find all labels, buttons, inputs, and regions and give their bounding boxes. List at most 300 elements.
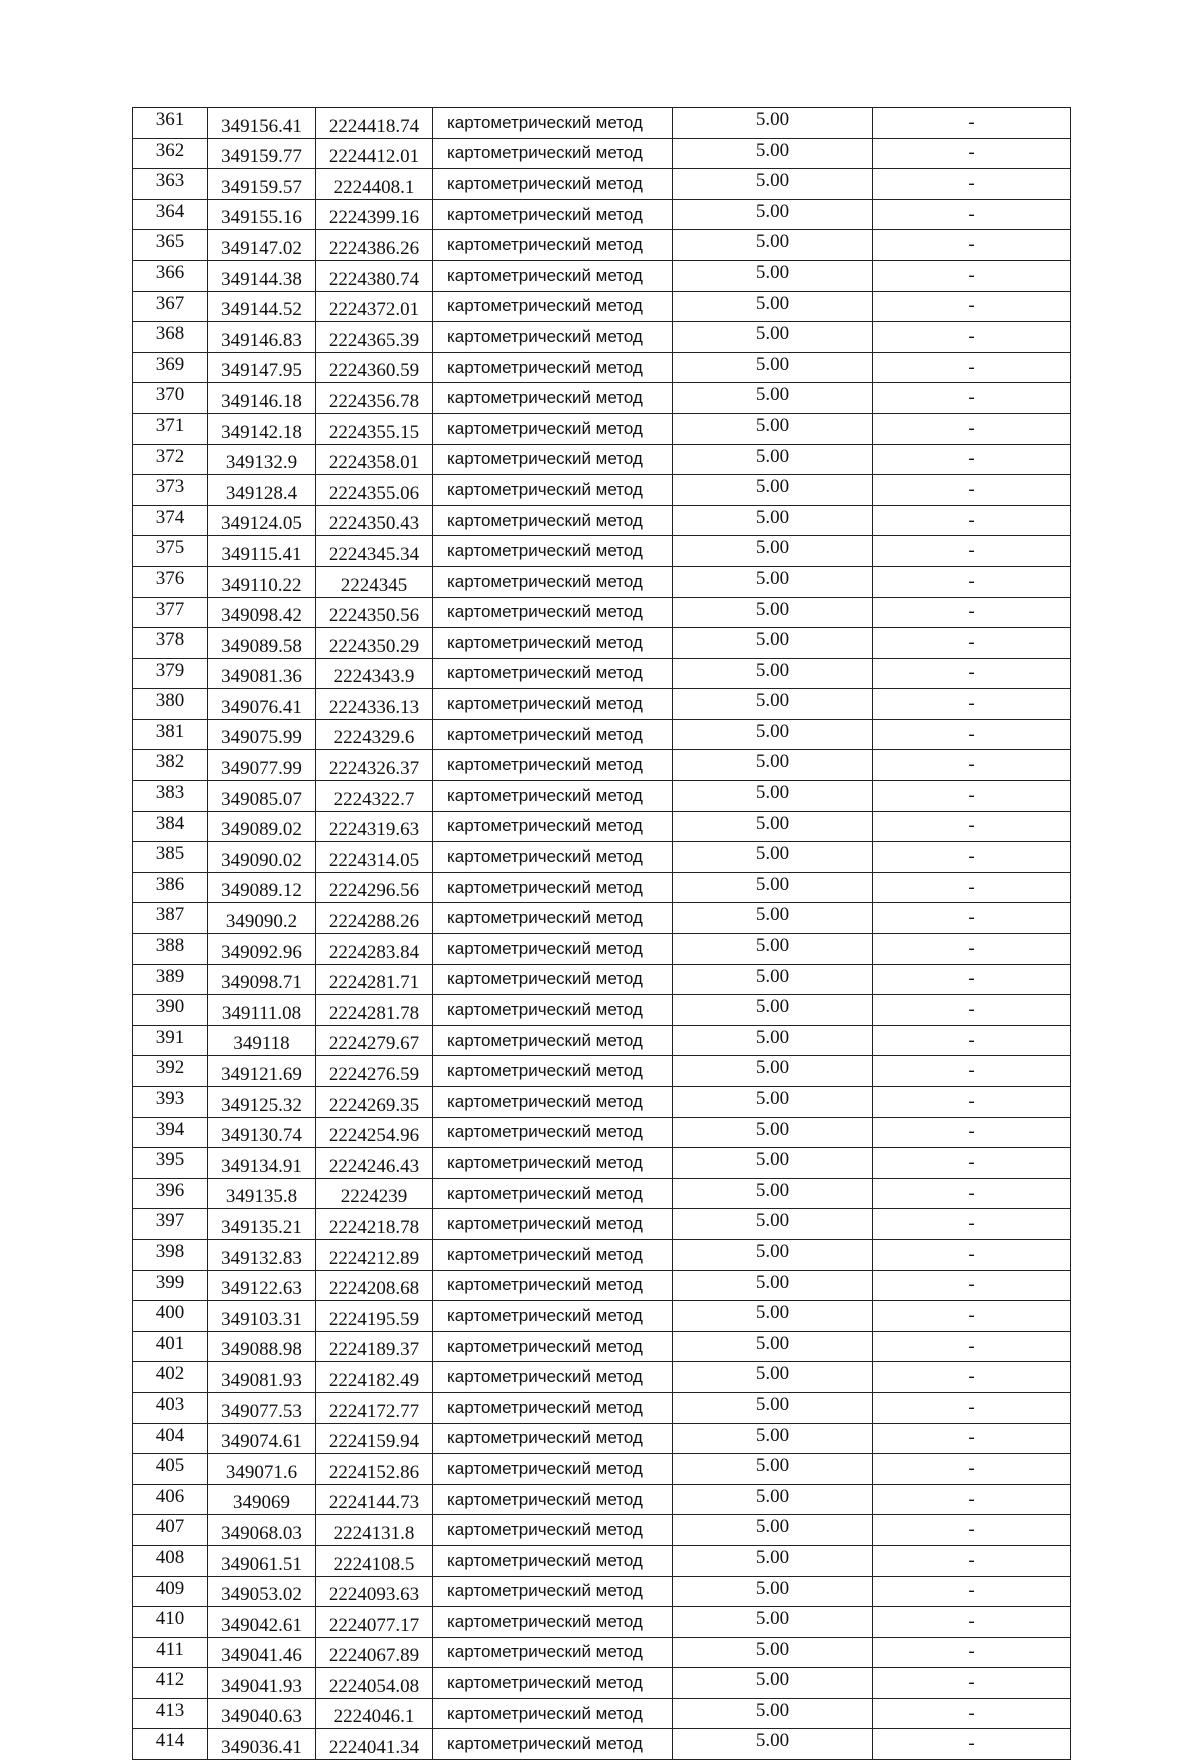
method-cell: картометрический метод: [433, 1637, 673, 1668]
y-coordinate-cell: 2224380.74: [316, 260, 433, 291]
y-coordinate-cell: 2224356.78: [316, 383, 433, 414]
precision-cell: 5.00: [673, 138, 873, 169]
note-cell: -: [873, 230, 1071, 261]
method-cell: картометрический метод: [433, 1698, 673, 1729]
point-number-cell: 408: [133, 1545, 208, 1576]
x-coordinate-cell: 349128.4: [208, 475, 316, 506]
precision-cell: 5.00: [673, 230, 873, 261]
x-coordinate-cell: 349159.77: [208, 138, 316, 169]
point-number-cell: 414: [133, 1729, 208, 1760]
y-coordinate-cell: 2224322.7: [316, 781, 433, 812]
y-coordinate-cell: 2224281.71: [316, 964, 433, 995]
method-cell: картометрический метод: [433, 872, 673, 903]
x-coordinate-cell: 349053.02: [208, 1576, 316, 1607]
coordinates-table-body: [133, 108, 1071, 1760]
note-cell: -: [873, 1454, 1071, 1485]
x-coordinate-cell: 349155.16: [208, 199, 316, 230]
point-number-cell: 383: [133, 781, 208, 812]
point-number-cell: 381: [133, 719, 208, 750]
note-cell: -: [873, 108, 1071, 139]
method-cell: картометрический метод: [433, 719, 673, 750]
method-cell: картометрический метод: [433, 1484, 673, 1515]
method-cell: картометрический метод: [433, 475, 673, 506]
note-cell: -: [873, 872, 1071, 903]
table-row: [133, 1331, 1071, 1362]
precision-cell: 5.00: [673, 291, 873, 322]
method-cell: картометрический метод: [433, 536, 673, 567]
point-number-cell: 361: [133, 108, 208, 139]
y-coordinate-cell: 2224281.78: [316, 995, 433, 1026]
x-coordinate-cell: 349146.83: [208, 322, 316, 353]
precision-cell: 5.00: [673, 1331, 873, 1362]
precision-cell: 5.00: [673, 1117, 873, 1148]
note-cell: -: [873, 1239, 1071, 1270]
point-number-cell: 413: [133, 1698, 208, 1729]
y-coordinate-cell: 2224108.5: [316, 1545, 433, 1576]
x-coordinate-cell: 349088.98: [208, 1331, 316, 1362]
precision-cell: 5.00: [673, 1301, 873, 1332]
y-coordinate-cell: 2224054.08: [316, 1668, 433, 1699]
precision-cell: 5.00: [673, 1056, 873, 1087]
x-coordinate-cell: 349089.02: [208, 811, 316, 842]
x-coordinate-cell: 349089.12: [208, 872, 316, 903]
note-cell: -: [873, 1117, 1071, 1148]
method-cell: картометрический метод: [433, 260, 673, 291]
method-cell: картометрический метод: [433, 689, 673, 720]
point-number-cell: 369: [133, 352, 208, 383]
point-number-cell: 396: [133, 1178, 208, 1209]
y-coordinate-cell: 2224336.13: [316, 689, 433, 720]
x-coordinate-cell: 349122.63: [208, 1270, 316, 1301]
method-cell: картометрический метод: [433, 1270, 673, 1301]
table-row: [133, 964, 1071, 995]
table-row: [133, 1607, 1071, 1638]
x-coordinate-cell: 349089.58: [208, 628, 316, 659]
y-coordinate-cell: 2224418.74: [316, 108, 433, 139]
table-row: [133, 1301, 1071, 1332]
y-coordinate-cell: 2224283.84: [316, 934, 433, 965]
note-cell: -: [873, 658, 1071, 689]
method-cell: картометрический метод: [433, 291, 673, 322]
point-number-cell: 387: [133, 903, 208, 934]
table-row: [133, 689, 1071, 720]
x-coordinate-cell: 349144.52: [208, 291, 316, 322]
point-number-cell: 412: [133, 1668, 208, 1699]
precision-cell: 5.00: [673, 1454, 873, 1485]
x-coordinate-cell: 349077.53: [208, 1392, 316, 1423]
note-cell: -: [873, 811, 1071, 842]
y-coordinate-cell: 2224408.1: [316, 169, 433, 200]
point-number-cell: 399: [133, 1270, 208, 1301]
x-coordinate-cell: 349134.91: [208, 1148, 316, 1179]
y-coordinate-cell: 2224350.56: [316, 597, 433, 628]
method-cell: картометрический метод: [433, 1331, 673, 1362]
note-cell: -: [873, 1178, 1071, 1209]
y-coordinate-cell: 2224269.35: [316, 1087, 433, 1118]
x-coordinate-cell: 349061.51: [208, 1545, 316, 1576]
method-cell: картометрический метод: [433, 108, 673, 139]
note-cell: -: [873, 1209, 1071, 1240]
method-cell: картометрический метод: [433, 1607, 673, 1638]
point-number-cell: 374: [133, 505, 208, 536]
table-row: [133, 291, 1071, 322]
method-cell: картометрический метод: [433, 1209, 673, 1240]
note-cell: -: [873, 1362, 1071, 1393]
method-cell: картометрический метод: [433, 322, 673, 353]
point-number-cell: 402: [133, 1362, 208, 1393]
precision-cell: 5.00: [673, 108, 873, 139]
precision-cell: 5.00: [673, 475, 873, 506]
y-coordinate-cell: 2224399.16: [316, 199, 433, 230]
method-cell: картометрический метод: [433, 1178, 673, 1209]
precision-cell: 5.00: [673, 1607, 873, 1638]
note-cell: -: [873, 842, 1071, 873]
y-coordinate-cell: 2224314.05: [316, 842, 433, 873]
method-cell: картометрический метод: [433, 1301, 673, 1332]
table-row: [133, 566, 1071, 597]
precision-cell: 5.00: [673, 1087, 873, 1118]
table-row: [133, 169, 1071, 200]
note-cell: -: [873, 444, 1071, 475]
x-coordinate-cell: 349124.05: [208, 505, 316, 536]
y-coordinate-cell: 2224329.6: [316, 719, 433, 750]
point-number-cell: 400: [133, 1301, 208, 1332]
y-coordinate-cell: 2224093.63: [316, 1576, 433, 1607]
precision-cell: 5.00: [673, 1637, 873, 1668]
note-cell: -: [873, 934, 1071, 965]
table-row: [133, 719, 1071, 750]
point-number-cell: 367: [133, 291, 208, 322]
x-coordinate-cell: 349146.18: [208, 383, 316, 414]
precision-cell: 5.00: [673, 1484, 873, 1515]
point-number-cell: 391: [133, 1025, 208, 1056]
precision-cell: 5.00: [673, 352, 873, 383]
y-coordinate-cell: 2224041.34: [316, 1729, 433, 1760]
table-row: [133, 108, 1071, 139]
point-number-cell: 363: [133, 169, 208, 200]
note-cell: -: [873, 995, 1071, 1026]
method-cell: картометрический метод: [433, 1515, 673, 1546]
note-cell: -: [873, 719, 1071, 750]
y-coordinate-cell: 2224345.34: [316, 536, 433, 567]
note-cell: -: [873, 781, 1071, 812]
precision-cell: 5.00: [673, 842, 873, 873]
x-coordinate-cell: 349090.02: [208, 842, 316, 873]
y-coordinate-cell: 2224372.01: [316, 291, 433, 322]
precision-cell: 5.00: [673, 199, 873, 230]
x-coordinate-cell: 349142.18: [208, 413, 316, 444]
table-row: [133, 1087, 1071, 1118]
table-row: [133, 199, 1071, 230]
table-row: [133, 1729, 1071, 1760]
point-number-cell: 384: [133, 811, 208, 842]
x-coordinate-cell: 349077.99: [208, 750, 316, 781]
x-coordinate-cell: 349085.07: [208, 781, 316, 812]
table-row: [133, 1668, 1071, 1699]
x-coordinate-cell: 349130.74: [208, 1117, 316, 1148]
method-cell: картометрический метод: [433, 1239, 673, 1270]
method-cell: картометрический метод: [433, 1454, 673, 1485]
table-row: [133, 628, 1071, 659]
y-coordinate-cell: 2224208.68: [316, 1270, 433, 1301]
method-cell: картометрический метод: [433, 1362, 673, 1393]
note-cell: -: [873, 628, 1071, 659]
method-cell: картометрический метод: [433, 964, 673, 995]
method-cell: картометрический метод: [433, 842, 673, 873]
point-number-cell: 382: [133, 750, 208, 781]
note-cell: -: [873, 903, 1071, 934]
y-coordinate-cell: 2224386.26: [316, 230, 433, 261]
x-coordinate-cell: 349144.38: [208, 260, 316, 291]
method-cell: картометрический метод: [433, 1576, 673, 1607]
point-number-cell: 410: [133, 1607, 208, 1638]
note-cell: -: [873, 1576, 1071, 1607]
note-cell: -: [873, 566, 1071, 597]
precision-cell: 5.00: [673, 811, 873, 842]
precision-cell: 5.00: [673, 872, 873, 903]
x-coordinate-cell: 349121.69: [208, 1056, 316, 1087]
x-coordinate-cell: 349135.8: [208, 1178, 316, 1209]
precision-cell: 5.00: [673, 169, 873, 200]
y-coordinate-cell: 2224276.59: [316, 1056, 433, 1087]
note-cell: -: [873, 536, 1071, 567]
y-coordinate-cell: 2224296.56: [316, 872, 433, 903]
x-coordinate-cell: 349135.21: [208, 1209, 316, 1240]
note-cell: -: [873, 597, 1071, 628]
precision-cell: 5.00: [673, 322, 873, 353]
y-coordinate-cell: 2224365.39: [316, 322, 433, 353]
x-coordinate-cell: 349081.36: [208, 658, 316, 689]
point-number-cell: 398: [133, 1239, 208, 1270]
y-coordinate-cell: 2224350.43: [316, 505, 433, 536]
y-coordinate-cell: 2224077.17: [316, 1607, 433, 1638]
x-coordinate-cell: 349068.03: [208, 1515, 316, 1546]
note-cell: -: [873, 1148, 1071, 1179]
table-row: [133, 1484, 1071, 1515]
precision-cell: 5.00: [673, 1178, 873, 1209]
y-coordinate-cell: 2224355.06: [316, 475, 433, 506]
method-cell: картометрический метод: [433, 1025, 673, 1056]
precision-cell: 5.00: [673, 781, 873, 812]
note-cell: -: [873, 1637, 1071, 1668]
method-cell: картометрический метод: [433, 169, 673, 200]
point-number-cell: 379: [133, 658, 208, 689]
method-cell: картометрический метод: [433, 352, 673, 383]
note-cell: -: [873, 169, 1071, 200]
precision-cell: 5.00: [673, 689, 873, 720]
point-number-cell: 389: [133, 964, 208, 995]
y-coordinate-cell: 2224360.59: [316, 352, 433, 383]
table-row: [133, 1148, 1071, 1179]
table-row: [133, 1515, 1071, 1546]
note-cell: -: [873, 383, 1071, 414]
y-coordinate-cell: 2224172.77: [316, 1392, 433, 1423]
note-cell: -: [873, 689, 1071, 720]
note-cell: -: [873, 199, 1071, 230]
precision-cell: 5.00: [673, 444, 873, 475]
x-coordinate-cell: 349156.41: [208, 108, 316, 139]
table-row: [133, 597, 1071, 628]
note-cell: -: [873, 1301, 1071, 1332]
method-cell: картометрический метод: [433, 230, 673, 261]
y-coordinate-cell: 2224343.9: [316, 658, 433, 689]
y-coordinate-cell: 2224182.49: [316, 1362, 433, 1393]
x-coordinate-cell: 349159.57: [208, 169, 316, 200]
precision-cell: 5.00: [673, 1239, 873, 1270]
y-coordinate-cell: 2224195.59: [316, 1301, 433, 1332]
table-row: [133, 1454, 1071, 1485]
point-number-cell: 392: [133, 1056, 208, 1087]
table-row: [133, 781, 1071, 812]
y-coordinate-cell: 2224355.15: [316, 413, 433, 444]
method-cell: картометрический метод: [433, 995, 673, 1026]
precision-cell: 5.00: [673, 505, 873, 536]
method-cell: картометрический метод: [433, 383, 673, 414]
y-coordinate-cell: 2224246.43: [316, 1148, 433, 1179]
precision-cell: 5.00: [673, 1545, 873, 1576]
point-number-cell: 390: [133, 995, 208, 1026]
x-coordinate-cell: 349118: [208, 1025, 316, 1056]
y-coordinate-cell: 2224319.63: [316, 811, 433, 842]
point-number-cell: 368: [133, 322, 208, 353]
method-cell: картометрический метод: [433, 1148, 673, 1179]
point-number-cell: 370: [133, 383, 208, 414]
method-cell: картометрический метод: [433, 444, 673, 475]
note-cell: -: [873, 322, 1071, 353]
x-coordinate-cell: 349036.41: [208, 1729, 316, 1760]
method-cell: картометрический метод: [433, 781, 673, 812]
table-row: [133, 842, 1071, 873]
method-cell: картометрический метод: [433, 811, 673, 842]
precision-cell: 5.00: [673, 903, 873, 934]
precision-cell: 5.00: [673, 995, 873, 1026]
note-cell: -: [873, 475, 1071, 506]
x-coordinate-cell: 349147.95: [208, 352, 316, 383]
note-cell: -: [873, 291, 1071, 322]
table-row: [133, 230, 1071, 261]
precision-cell: 5.00: [673, 1025, 873, 1056]
precision-cell: 5.00: [673, 1515, 873, 1546]
note-cell: -: [873, 1331, 1071, 1362]
table-row: [133, 352, 1071, 383]
precision-cell: 5.00: [673, 964, 873, 995]
y-coordinate-cell: 2224279.67: [316, 1025, 433, 1056]
note-cell: -: [873, 260, 1071, 291]
x-coordinate-cell: 349076.41: [208, 689, 316, 720]
x-coordinate-cell: 349092.96: [208, 934, 316, 965]
method-cell: картометрический метод: [433, 628, 673, 659]
x-coordinate-cell: 349147.02: [208, 230, 316, 261]
note-cell: -: [873, 1484, 1071, 1515]
table-row: [133, 1423, 1071, 1454]
table-row: [133, 1025, 1071, 1056]
method-cell: картометрический метод: [433, 413, 673, 444]
point-number-cell: 365: [133, 230, 208, 261]
method-cell: картометрический метод: [433, 1423, 673, 1454]
method-cell: картометрический метод: [433, 597, 673, 628]
method-cell: картометрический метод: [433, 566, 673, 597]
point-number-cell: 373: [133, 475, 208, 506]
table-row: [133, 1576, 1071, 1607]
note-cell: -: [873, 964, 1071, 995]
method-cell: картометрический метод: [433, 1087, 673, 1118]
x-coordinate-cell: 349111.08: [208, 995, 316, 1026]
x-coordinate-cell: 349041.46: [208, 1637, 316, 1668]
method-cell: картометрический метод: [433, 1729, 673, 1760]
y-coordinate-cell: 2224131.8: [316, 1515, 433, 1546]
y-coordinate-cell: 2224239: [316, 1178, 433, 1209]
x-coordinate-cell: 349110.22: [208, 566, 316, 597]
x-coordinate-cell: 349041.93: [208, 1668, 316, 1699]
precision-cell: 5.00: [673, 1423, 873, 1454]
method-cell: картометрический метод: [433, 1668, 673, 1699]
note-cell: -: [873, 1087, 1071, 1118]
table-row: [133, 1545, 1071, 1576]
point-number-cell: 371: [133, 413, 208, 444]
coordinates-table: [132, 107, 1071, 1760]
point-number-cell: 393: [133, 1087, 208, 1118]
y-coordinate-cell: 2224345: [316, 566, 433, 597]
precision-cell: 5.00: [673, 750, 873, 781]
method-cell: картометрический метод: [433, 1545, 673, 1576]
point-number-cell: 375: [133, 536, 208, 567]
table-row: [133, 1698, 1071, 1729]
y-coordinate-cell: 2224218.78: [316, 1209, 433, 1240]
precision-cell: 5.00: [673, 597, 873, 628]
note-cell: -: [873, 1392, 1071, 1423]
method-cell: картометрический метод: [433, 903, 673, 934]
note-cell: -: [873, 1423, 1071, 1454]
note-cell: -: [873, 1056, 1071, 1087]
y-coordinate-cell: 2224159.94: [316, 1423, 433, 1454]
point-number-cell: 404: [133, 1423, 208, 1454]
method-cell: картометрический метод: [433, 750, 673, 781]
note-cell: -: [873, 1270, 1071, 1301]
table-row: [133, 750, 1071, 781]
point-number-cell: 372: [133, 444, 208, 475]
point-number-cell: 411: [133, 1637, 208, 1668]
y-coordinate-cell: 2224144.73: [316, 1484, 433, 1515]
y-coordinate-cell: 2224067.89: [316, 1637, 433, 1668]
point-number-cell: 362: [133, 138, 208, 169]
table-row: [133, 1637, 1071, 1668]
y-coordinate-cell: 2224189.37: [316, 1331, 433, 1362]
point-number-cell: 364: [133, 199, 208, 230]
x-coordinate-cell: 349040.63: [208, 1698, 316, 1729]
table-row: [133, 1178, 1071, 1209]
precision-cell: 5.00: [673, 1729, 873, 1760]
table-row: [133, 1117, 1071, 1148]
y-coordinate-cell: 2224326.37: [316, 750, 433, 781]
x-coordinate-cell: 349125.32: [208, 1087, 316, 1118]
point-number-cell: 366: [133, 260, 208, 291]
method-cell: картометрический метод: [433, 934, 673, 965]
x-coordinate-cell: 349069: [208, 1484, 316, 1515]
table-row: [133, 413, 1071, 444]
point-number-cell: 403: [133, 1392, 208, 1423]
precision-cell: 5.00: [673, 1209, 873, 1240]
note-cell: -: [873, 352, 1071, 383]
x-coordinate-cell: 349115.41: [208, 536, 316, 567]
method-cell: картометрический метод: [433, 199, 673, 230]
precision-cell: 5.00: [673, 1576, 873, 1607]
method-cell: картометрический метод: [433, 658, 673, 689]
precision-cell: 5.00: [673, 934, 873, 965]
method-cell: картометрический метод: [433, 1056, 673, 1087]
table-row: [133, 903, 1071, 934]
point-number-cell: 377: [133, 597, 208, 628]
point-number-cell: 388: [133, 934, 208, 965]
